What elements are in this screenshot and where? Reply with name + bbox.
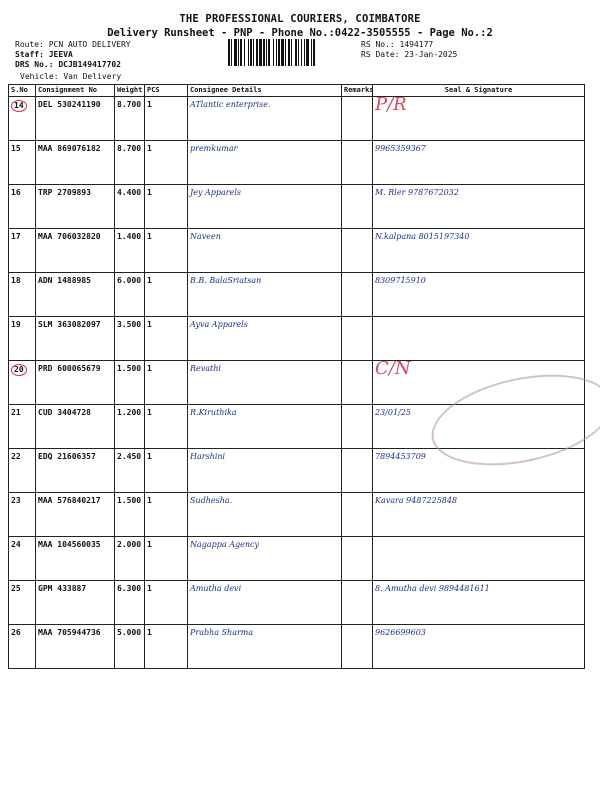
barcode-bar: [244, 39, 245, 66]
row-pcs: [145, 361, 188, 405]
row-sno-text: 15: [11, 144, 21, 153]
row-consignee-text: Jey Apparels: [190, 188, 242, 197]
col-signature: Seal & Signature: [373, 85, 585, 97]
row-consignee-text: Nagappa Agency: [190, 540, 259, 549]
table-row: [9, 493, 585, 537]
col-remarks: Remarks: [342, 85, 373, 97]
col-weight: Weight: [115, 85, 145, 97]
table-row: [9, 625, 585, 669]
row-sno: [9, 97, 36, 141]
row-consignment: [36, 229, 115, 273]
rs-no-text: RS No.: 1494177: [361, 40, 434, 49]
staff-text: Staff: JEEVA: [15, 50, 73, 59]
row-weight-text: 1.200: [117, 408, 142, 417]
row-pcs-text: 1: [147, 452, 152, 461]
row-remarks: [342, 185, 373, 229]
row-pcs: [145, 405, 188, 449]
row-signature: [373, 537, 585, 581]
barcode-image: [228, 39, 354, 66]
row-remarks: [342, 229, 373, 273]
barcode-bar: [281, 39, 284, 66]
row-consignment-text: MAA 706032820: [38, 232, 101, 241]
row-consignment-text: MAA 869076182: [38, 144, 101, 153]
row-weight: [115, 449, 145, 493]
row-consignee-text: Prabha Sharma: [190, 628, 254, 637]
table-row: [9, 141, 585, 185]
row-consignment: [36, 185, 115, 229]
row-signature-text: 8309715910: [375, 276, 426, 285]
row-remarks: [342, 97, 373, 141]
row-pcs-text: 1: [147, 144, 152, 153]
row-remarks: [342, 273, 373, 317]
row-signature: [373, 229, 585, 273]
row-consignment: [36, 405, 115, 449]
barcode-bar: [238, 39, 239, 66]
row-sno-text: 17: [11, 232, 21, 241]
row-sno: [9, 449, 36, 493]
row-consignment-text: SLM 363082097: [38, 320, 101, 329]
row-weight: [115, 229, 145, 273]
barcode-bar: [295, 39, 297, 66]
row-consignee: [188, 581, 342, 625]
row-signature-text: 9965359367: [375, 144, 426, 153]
row-consignee-text: ATlantic enterprise.: [190, 100, 271, 109]
row-sno: [9, 141, 36, 185]
row-weight-text: 2.450: [117, 452, 142, 461]
row-pcs-text: 1: [147, 540, 152, 549]
row-signature-text: 8. Amutha devi 9894481611: [375, 584, 490, 593]
row-weight: [115, 361, 145, 405]
row-sno-text: 22: [11, 452, 21, 461]
row-consignment: [36, 537, 115, 581]
row-pcs: [145, 493, 188, 537]
row-consignment-text: DEL 530241190: [38, 100, 101, 109]
row-sno: [9, 537, 36, 581]
row-consignee: [188, 493, 342, 537]
row-sno-text: 14: [11, 100, 27, 112]
barcode-bar: [306, 39, 309, 66]
row-signature-text: 7894453709: [375, 452, 426, 461]
row-consignment-text: CUD 3404728: [38, 408, 91, 417]
row-consignee-text: B.B. BalaSriatsan: [190, 276, 262, 285]
row-pcs-text: 1: [147, 276, 152, 285]
row-consignment: [36, 449, 115, 493]
row-weight-text: 1.400: [117, 232, 142, 241]
barcode-bar: [228, 39, 230, 66]
row-consignee-text: Amutha devi: [190, 584, 242, 593]
vehicle-text: Vehicle: Van Delivery: [20, 72, 122, 81]
barcode-bar: [285, 39, 286, 66]
row-sno-text: 18: [11, 276, 21, 285]
row-consignee: [188, 405, 342, 449]
barcode-bar: [268, 39, 270, 66]
row-consignment-text: ADN 1488985: [38, 276, 91, 285]
col-pcs: PCS: [145, 85, 188, 97]
table-row: [9, 537, 585, 581]
row-signature-text: P/R: [375, 94, 407, 115]
row-pcs: [145, 537, 188, 581]
row-signature-text: 9626699603: [375, 628, 426, 637]
row-consignment-text: PRD 600065679: [38, 364, 101, 373]
row-remarks: [342, 537, 373, 581]
row-weight-text: 2.000: [117, 540, 142, 549]
barcode-bar: [288, 39, 290, 66]
row-pcs-text: 1: [147, 188, 152, 197]
row-signature-text: N.kalpana 8015197340: [375, 232, 470, 241]
row-pcs-text: 1: [147, 232, 152, 241]
row-weight: [115, 317, 145, 361]
row-weight: [115, 405, 145, 449]
row-weight: [115, 625, 145, 669]
row-sno-text: 25: [11, 584, 21, 593]
row-signature-text: M. Rler 9787672032: [375, 188, 459, 197]
row-consignment-text: EDQ 21606357: [38, 452, 96, 461]
row-signature: [373, 185, 585, 229]
row-weight-text: 8.700: [117, 100, 142, 109]
row-pcs: [145, 141, 188, 185]
row-signature: [373, 317, 585, 361]
row-weight-text: 1.500: [117, 364, 142, 373]
row-sno: [9, 317, 36, 361]
col-sno: S.No: [9, 85, 36, 97]
rs-date-text: RS Date: 23-Jan-2025: [361, 50, 458, 59]
row-consignee-text: Naveen: [190, 232, 221, 241]
barcode-bar: [240, 39, 242, 66]
row-weight: [115, 537, 145, 581]
col-consignee: Consignee Details: [188, 85, 342, 97]
table-row: [9, 273, 585, 317]
row-sno-text: 26: [11, 628, 21, 637]
barcode-bar: [253, 39, 254, 66]
barcode-bar: [231, 39, 232, 66]
row-sno: [9, 405, 36, 449]
row-pcs-text: 1: [147, 100, 152, 109]
row-consignment: [36, 141, 115, 185]
row-signature-text: 23/01/25: [375, 408, 411, 417]
row-pcs: [145, 317, 188, 361]
row-consignee: [188, 141, 342, 185]
row-weight-text: 4.400: [117, 188, 142, 197]
row-weight-text: 6.000: [117, 276, 142, 285]
row-sno-text: 19: [11, 320, 21, 329]
barcode-bar: [313, 39, 315, 66]
row-sno-text: 21: [11, 408, 21, 417]
row-pcs: [145, 97, 188, 141]
barcode-bar: [278, 39, 280, 66]
row-signature-text: C/N: [375, 358, 411, 379]
row-sno: [9, 581, 36, 625]
row-consignment-text: MAA 576840217: [38, 496, 101, 505]
table-row: [9, 229, 585, 273]
row-sno-text: 23: [11, 496, 21, 505]
row-consignee: [188, 625, 342, 669]
row-signature: [373, 625, 585, 669]
row-sno: [9, 273, 36, 317]
barcode-bar: [256, 39, 258, 66]
row-consignment-text: MAA 104560035: [38, 540, 101, 549]
row-sno-text: 20: [11, 364, 27, 376]
row-consignee: [188, 229, 342, 273]
col-consignment: Consignment No: [36, 85, 115, 97]
row-weight-text: 6.300: [117, 584, 142, 593]
row-sno: [9, 493, 36, 537]
row-sno: [9, 625, 36, 669]
row-weight-text: 8.700: [117, 144, 142, 153]
row-remarks: [342, 361, 373, 405]
drs-text: DRS No.: DCJB149417702: [15, 60, 121, 69]
table-row: [9, 185, 585, 229]
table-row: [9, 317, 585, 361]
row-consignment: [36, 97, 115, 141]
row-consignment-text: TRP 2709893: [38, 188, 91, 197]
barcode-bar: [276, 39, 277, 66]
row-pcs: [145, 185, 188, 229]
row-pcs: [145, 449, 188, 493]
row-consignee-text: Harshini: [190, 452, 226, 461]
table-header-row: [9, 85, 585, 97]
row-sno: [9, 361, 36, 405]
row-pcs-text: 1: [147, 496, 152, 505]
row-signature: [373, 141, 585, 185]
row-consignee: [188, 361, 342, 405]
row-consignee: [188, 97, 342, 141]
row-consignment-text: MAA 705944736: [38, 628, 101, 637]
row-consignee: [188, 537, 342, 581]
row-pcs: [145, 273, 188, 317]
row-consignee-text: Ayva Apparels: [190, 320, 248, 329]
row-remarks: [342, 581, 373, 625]
delivery-table: [8, 84, 585, 669]
row-weight: [115, 141, 145, 185]
barcode-bar: [259, 39, 262, 66]
meta-left: [15, 40, 131, 70]
row-weight-text: 1.500: [117, 496, 142, 505]
row-consignment: [36, 581, 115, 625]
row-sno: [9, 185, 36, 229]
row-pcs: [145, 581, 188, 625]
row-consignment: [36, 361, 115, 405]
row-sno-text: 24: [11, 540, 21, 549]
row-consignee: [188, 449, 342, 493]
row-pcs: [145, 625, 188, 669]
row-weight-text: 3.500: [117, 320, 142, 329]
barcode-bar: [250, 39, 252, 66]
barcode-bar: [234, 39, 237, 66]
row-remarks: [342, 449, 373, 493]
barcode-bar: [311, 39, 312, 66]
barcode-bar: [248, 39, 249, 66]
barcode-bar: [298, 39, 299, 66]
row-consignee-text: premkumar: [190, 144, 238, 153]
row-consignee-text: R.Kiruthika: [190, 408, 237, 417]
row-consignee-text: Sudhesha.: [190, 496, 233, 505]
row-signature: [373, 581, 585, 625]
route-text: Route: PCN AUTO DELIVERY: [15, 40, 131, 49]
meta-right: [361, 40, 457, 60]
barcode-bar: [291, 39, 292, 66]
row-pcs-text: 1: [147, 408, 152, 417]
row-remarks: [342, 141, 373, 185]
barcode-bar: [263, 39, 265, 66]
row-weight: [115, 493, 145, 537]
row-consignment: [36, 493, 115, 537]
row-weight: [115, 581, 145, 625]
row-pcs-text: 1: [147, 320, 152, 329]
row-weight-text: 5.000: [117, 628, 142, 637]
row-consignment: [36, 273, 115, 317]
table-row: [9, 97, 585, 141]
row-signature-text: Kavara 9487225848: [375, 496, 458, 505]
row-signature: [373, 94, 585, 141]
row-consignment: [36, 317, 115, 361]
row-signature: [373, 273, 585, 317]
row-remarks: [342, 405, 373, 449]
row-consignment-text: GPM 433887: [38, 584, 87, 593]
barcode-bar: [273, 39, 274, 66]
row-remarks: [342, 625, 373, 669]
barcode-bar: [301, 39, 302, 66]
row-consignee: [188, 317, 342, 361]
table-row: [9, 581, 585, 625]
row-pcs-text: 1: [147, 364, 152, 373]
row-weight: [115, 273, 145, 317]
row-pcs-text: 1: [147, 584, 152, 593]
row-signature: [373, 493, 585, 537]
row-consignee: [188, 185, 342, 229]
row-consignee: [188, 273, 342, 317]
row-consignment: [36, 625, 115, 669]
barcode-bar: [266, 39, 267, 66]
row-consignee-text: Revathi: [190, 364, 221, 373]
company-title: THE PROFESSIONAL COURIERS, COIMBATORE: [179, 13, 421, 25]
row-sno-text: 16: [11, 188, 21, 197]
row-remarks: [342, 493, 373, 537]
row-weight: [115, 97, 145, 141]
row-remarks: [342, 317, 373, 361]
row-weight: [115, 185, 145, 229]
runsheet-title: Delivery Runsheet - PNP - Phone No.:0422-3505555 - Page No.:2: [107, 27, 493, 39]
row-pcs-text: 1: [147, 628, 152, 637]
row-pcs: [145, 229, 188, 273]
barcode-bar: [304, 39, 305, 66]
row-sno: [9, 229, 36, 273]
